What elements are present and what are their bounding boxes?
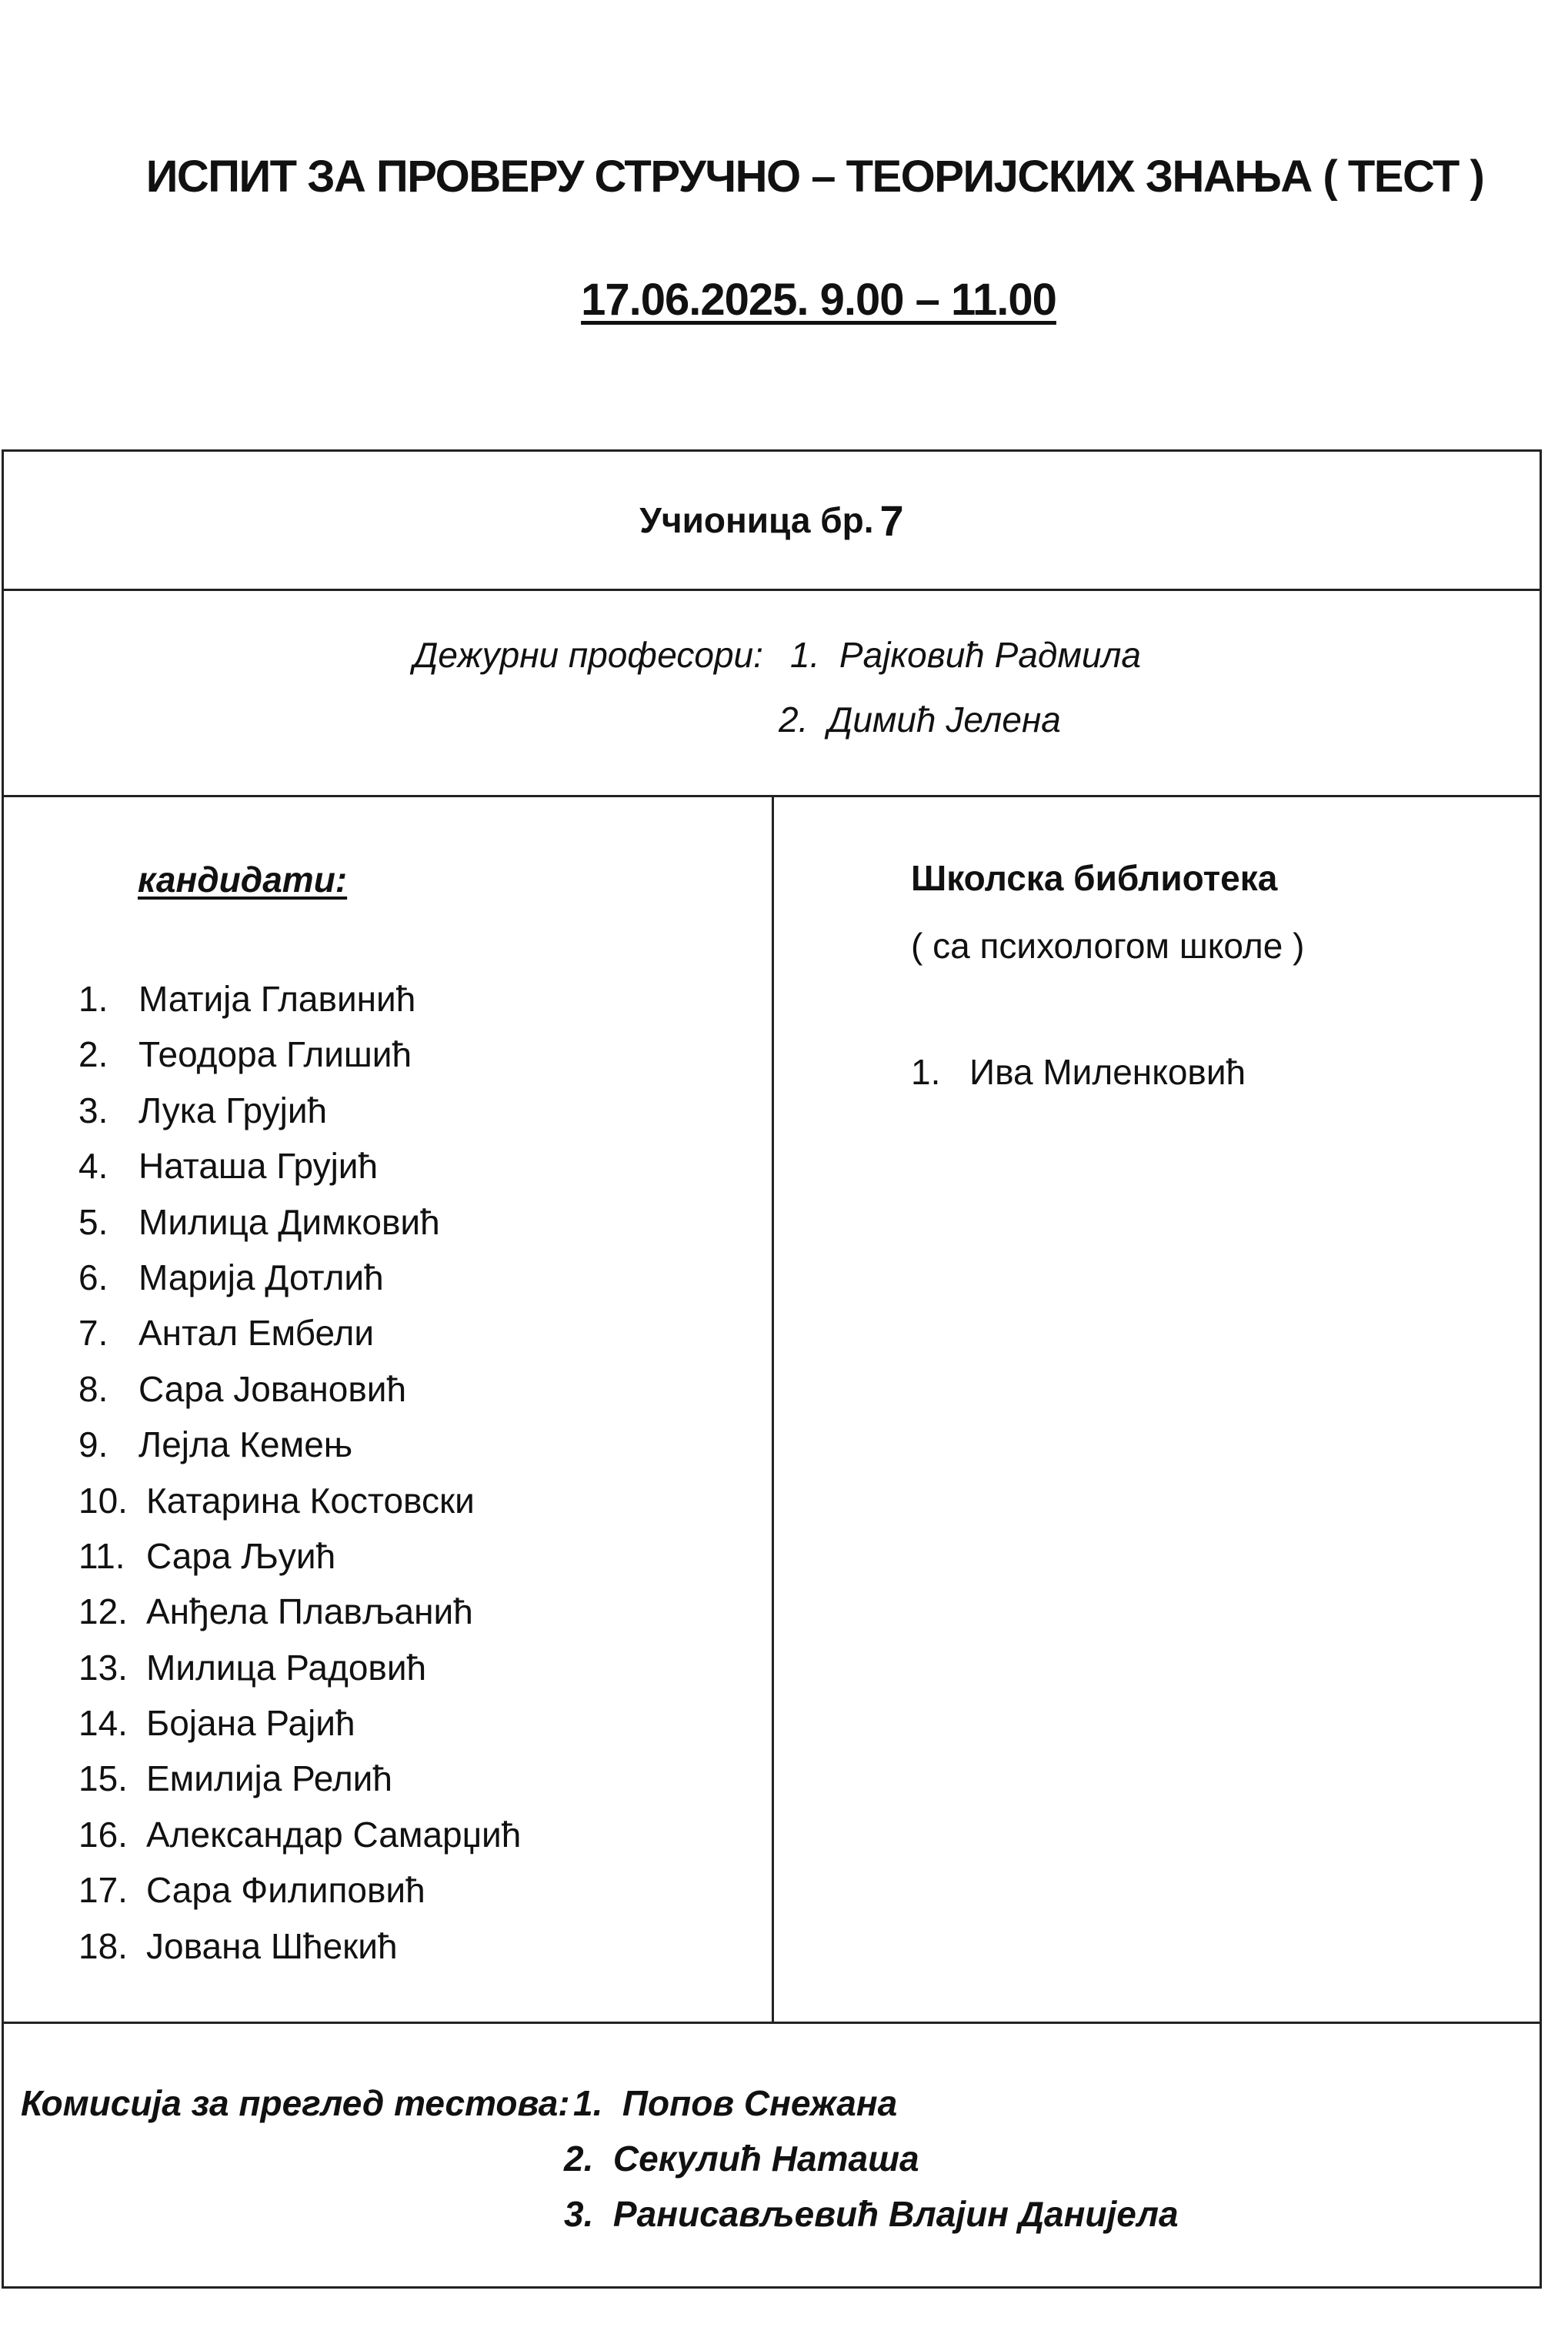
candidate-number: 18.: [78, 1925, 128, 1966]
candidate-item: [78, 971, 521, 1027]
candidate-number: 5.: [78, 1201, 108, 1242]
candidate-item: [78, 1807, 521, 1862]
commission-member-3: 3. Ранисављевић Влајин Данијела: [564, 2194, 1179, 2234]
candidate-name: Александар Самарџић: [146, 1814, 522, 1855]
candidate-name: Антал Ембели: [138, 1313, 375, 1354]
room-number: 7: [879, 496, 904, 545]
candidate-name: Милица Димковић: [138, 1201, 440, 1242]
candidate-number: 11.: [78, 1535, 125, 1576]
candidate-item: [78, 1361, 521, 1417]
column-divider: [772, 797, 774, 2022]
candidate-item: [78, 1473, 521, 1528]
candidates-list: [78, 971, 521, 1974]
candidate-item: [78, 1640, 521, 1695]
commission-member-2: 2. Секулић Наташа: [564, 2139, 919, 2179]
candidate-item: [78, 1417, 521, 1472]
duty-professor-2: 2. Димић Јелена: [779, 700, 1061, 740]
candidate-name: Катарина Костовски: [146, 1480, 475, 1521]
candidate-number: 17.: [78, 1870, 128, 1911]
library-candidate-number: 1.: [911, 1052, 941, 1092]
candidate-item: [78, 1027, 521, 1082]
candidate-item: [78, 1305, 521, 1361]
candidate-name: Марија Дотлић: [138, 1257, 384, 1297]
candidate-item: [78, 1862, 521, 1918]
candidate-name: Јована Шћекић: [146, 1925, 398, 1966]
commission-row: [4, 2024, 1540, 2291]
candidate-name: Наташа Грујић: [138, 1146, 379, 1187]
candidate-number: 9.: [78, 1424, 108, 1465]
candidate-number: 2.: [78, 1034, 108, 1075]
candidates-row: [4, 797, 1540, 2024]
commission-member-1: 1. Попов Снежана: [573, 2083, 898, 2123]
candidate-number: 16.: [78, 1814, 128, 1855]
duty-row: [4, 591, 1540, 797]
candidate-number: 7.: [78, 1313, 108, 1354]
candidate-item: [78, 1584, 521, 1639]
exam-datetime: 17.06.2025. 9.00 – 11.00: [581, 275, 1056, 325]
candidate-item: [78, 1528, 521, 1584]
room-label: Учионица бр.: [639, 500, 874, 540]
candidate-number: 4.: [78, 1146, 108, 1187]
duty-professor-1: 1. Рајковић Радмила: [790, 635, 1142, 675]
candidate-name: Сара Јовановић: [138, 1368, 407, 1409]
candidate-name: Емилија Релић: [146, 1758, 392, 1799]
candidate-number: 14.: [78, 1703, 128, 1744]
candidate-item: [78, 1194, 521, 1250]
candidate-item: [78, 1083, 521, 1138]
schedule-table: [2, 449, 1542, 2289]
candidate-item: [78, 1918, 521, 1974]
candidate-name: Анђела Плављанић: [146, 1591, 473, 1632]
library-subtitle: ( са психологом школе ): [911, 926, 1305, 966]
candidate-name: Милица Радовић: [146, 1647, 427, 1688]
candidate-item: [78, 1751, 521, 1806]
candidate-name: Лејла Кемењ: [138, 1424, 353, 1465]
candidate-name: Лука Грујић: [138, 1090, 328, 1130]
duty-label: Дежурни професори:: [413, 635, 763, 675]
library-candidate-name: Ива Миленковић: [969, 1052, 1246, 1092]
commission-label: Комисија за преглед тестова:: [21, 2083, 570, 2123]
exam-title: ИСПИТ ЗА ПРОВЕРУ СТРУЧНО – ТЕОРИЈСКИХ ЗНАЊА ( ТЕСТ ): [145, 152, 1484, 202]
candidate-item: [78, 1138, 521, 1194]
candidate-name: Сара Филиповић: [146, 1870, 425, 1911]
candidate-number: 13.: [78, 1647, 128, 1688]
candidate-number: 1.: [78, 979, 108, 1019]
room-row: [4, 452, 1540, 591]
candidate-number: 10.: [78, 1480, 128, 1521]
candidate-number: 15.: [78, 1758, 128, 1799]
candidate-name: Матија Главинић: [138, 979, 416, 1019]
candidate-name: Сара Љуић: [146, 1535, 336, 1576]
library-candidate: [911, 1051, 1246, 1093]
candidate-number: 3.: [78, 1090, 108, 1130]
candidates-heading: кандидати:: [138, 860, 348, 900]
candidate-number: 12.: [78, 1591, 128, 1632]
candidate-number: 8.: [78, 1368, 108, 1409]
candidate-name: Теодора Глишић: [138, 1034, 412, 1075]
candidate-number: 6.: [78, 1257, 108, 1297]
candidate-name: Бојана Рајић: [146, 1703, 355, 1744]
library-title: Школска библиотека: [911, 858, 1278, 898]
candidate-item: [78, 1250, 521, 1305]
candidate-item: [78, 1695, 521, 1751]
